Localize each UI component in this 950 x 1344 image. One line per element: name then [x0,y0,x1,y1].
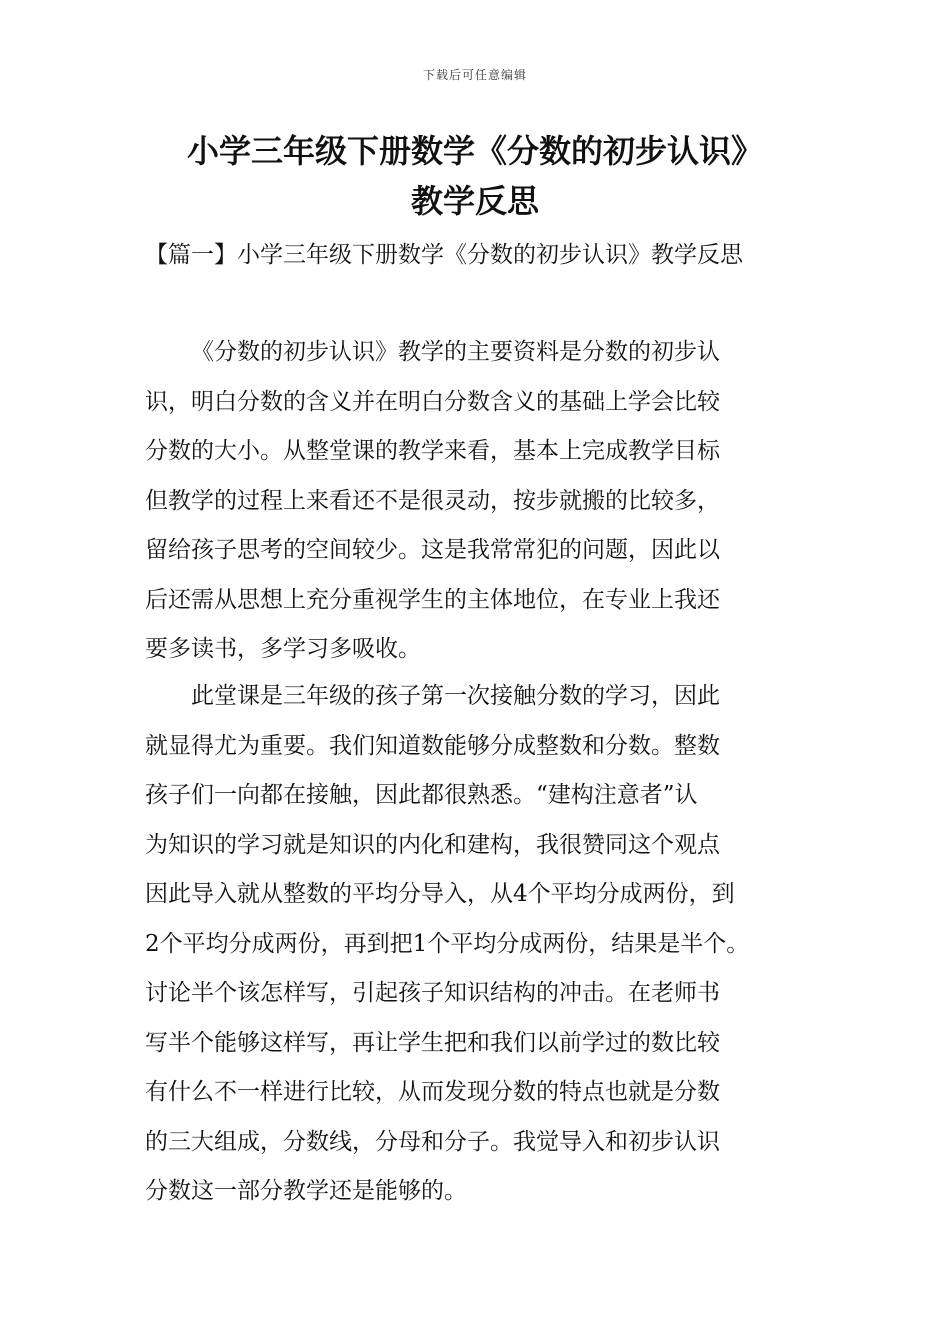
title-line-2: 教学反思 [410,182,539,220]
section-heading: 【篇一】小学三年级下册数学《分数的初步认识》教学反思 [145,242,743,268]
paragraph-line: 但教学的过程上来看还不是很灵动，按步就搬的比较多， [145,487,720,514]
paragraph-2 [145,672,825,1217]
paragraph-line: 此堂课是三年级的孩子第一次接触分数的学习，因此 [191,683,720,709]
paragraph-line: 因此导入就从整数的平均分导入，从4个平均分成两份，到 [145,881,735,907]
paragraph-line: 后还需从思想上充分重视学生的主体地位，在专业上我还 [145,586,720,613]
header-note: 下载后可任意编辑 [422,68,527,82]
paragraph-1 [145,328,825,675]
paragraph-line: 有什么不一样进行比较，从而发现分数的特点也就是分数 [145,1079,720,1105]
paragraph-line: 要多读书，多学习多吸收。 [145,636,421,662]
paragraph-line: 就显得尤为重要。我们知道数能够分成整数和分数。整数 [145,732,720,759]
paragraph-line: 讨论半个该怎样写，引起孩子知识结构的冲击。在老师书 [145,980,720,1006]
paragraph-line: 的三大组成，分数线，分母和分子。我觉导入和初步认识 [145,1128,720,1155]
paragraph-line: 分数这一部分教学还是能够的。 [145,1178,467,1204]
paragraph-line: 留给孩子思考的空间较少。这是我常常犯的问题，因此以 [145,537,720,563]
paragraph-line: 分数的大小。从整堂课的教学来看，基本上完成教学目标 [145,438,720,464]
paragraph-line: 孩子们一向都在接触，因此都很熟悉。“建构注意者”认 [145,782,698,808]
document-title [130,126,820,226]
title-line-1: 小学三年级下册数学《分数的初步认识》 [186,132,763,170]
paragraph-line: 2个平均分成两份，再到把1个平均分成两份，结果是半个。 [145,930,750,957]
paragraph-line: 《分数的初步认识》教学的主要资料是分数的初步认 [191,339,720,365]
paragraph-line: 写半个能够这样写，再让学生把和我们以前学过的数比较 [145,1029,720,1056]
paragraph-line: 识，明白分数的含义并在明白分数含义的基础上学会比较 [145,388,720,415]
paragraph-line: 为知识的学习就是知识的内化和建构，我很赞同这个观点 [145,831,720,858]
